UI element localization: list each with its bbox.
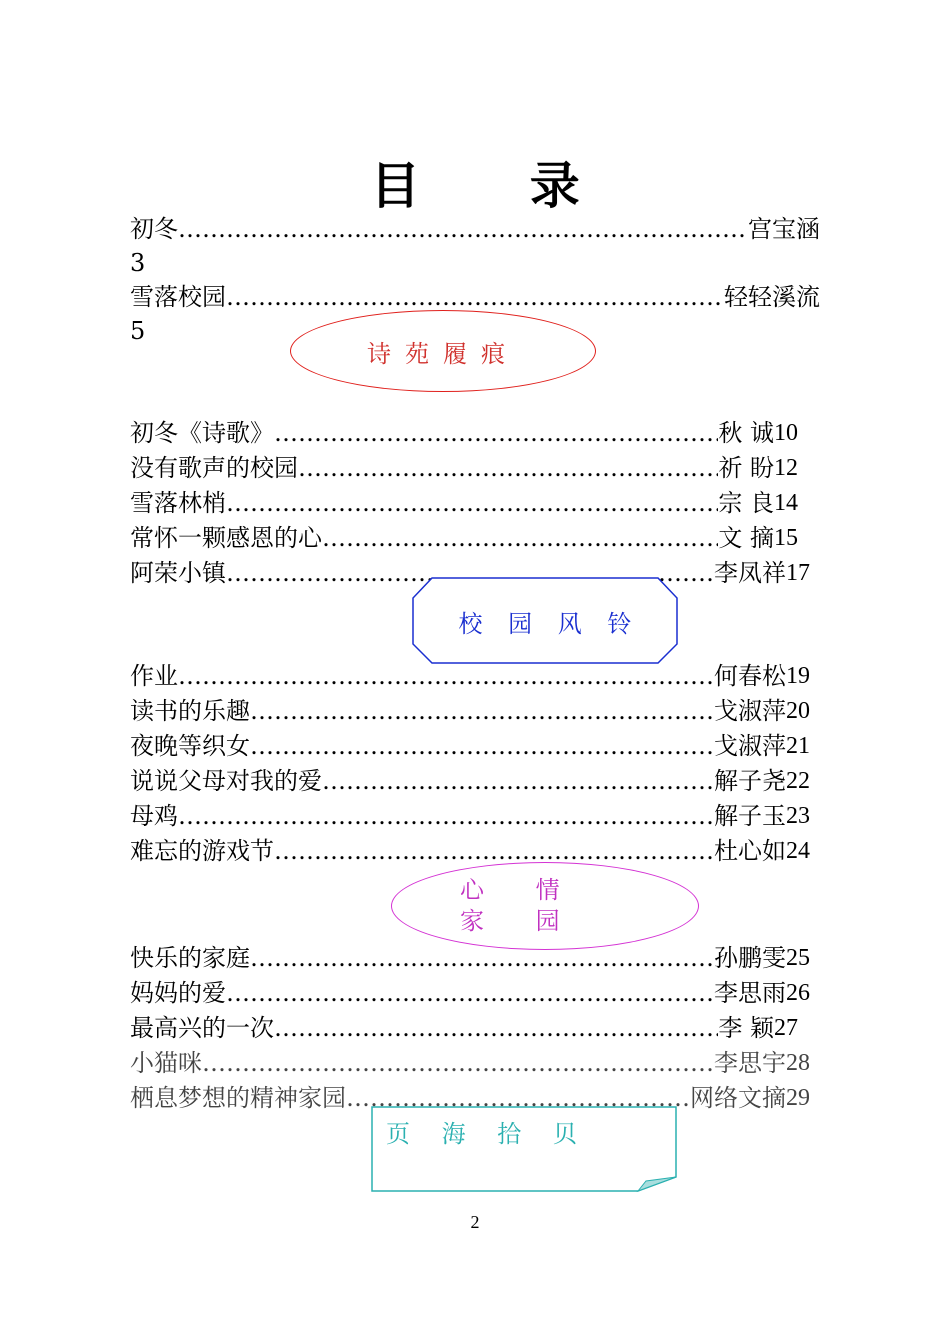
toc-entry[interactable]: [130, 661, 810, 691]
entry-title: 母鸡: [130, 802, 178, 830]
page-number: 2: [470, 1212, 480, 1232]
toc-entry[interactable]: [130, 731, 810, 761]
toc-entry[interactable]: [130, 943, 810, 973]
entry-title: 雪落校园: [130, 283, 226, 311]
toc-entry[interactable]: [130, 1013, 798, 1043]
leader-dots: [274, 836, 714, 866]
entry-page: 3: [130, 249, 146, 277]
leader-dots: [250, 943, 714, 973]
leader-dots: [250, 696, 714, 726]
entry-author: 祈 盼: [718, 454, 774, 482]
toc-title: 目 录: [370, 157, 626, 215]
entry-author: 李凤祥: [714, 559, 786, 587]
entry-author: 李 颖: [718, 1014, 774, 1042]
toc-entry[interactable]: [130, 523, 798, 553]
entry-page: 26: [786, 980, 810, 1006]
leader-dots: [298, 453, 718, 483]
section-label: 校 园 风 铃: [458, 609, 632, 638]
entry-page: 27: [774, 1015, 798, 1041]
entry-author: 何春松: [714, 662, 786, 690]
entry-page: 14: [774, 490, 798, 516]
entry-author: 戈淑萍: [714, 732, 786, 760]
leader-dots: [178, 661, 714, 691]
entry-title: 读书的乐趣: [130, 697, 250, 725]
leader-dots: [178, 801, 714, 831]
toc-entry[interactable]: [130, 978, 810, 1008]
entry-author: 杜心如: [714, 837, 786, 865]
entry-author: 轻轻溪流: [724, 283, 820, 311]
entry-page: 12: [774, 455, 798, 481]
entry-page: 20: [786, 698, 810, 724]
toc-entry[interactable]: [130, 488, 798, 518]
entry-title: 没有歌声的校园: [130, 454, 298, 482]
entry-author: 李思雨: [714, 979, 786, 1007]
entry-page: 10: [774, 420, 798, 446]
section-badge-shiyuan: [290, 310, 596, 392]
entry-title: 说说父母对我的爱: [130, 767, 322, 795]
entry-author: 戈淑萍: [714, 697, 786, 725]
entry-title: 夜晚等织女: [130, 732, 250, 760]
toc-entry[interactable]: [130, 766, 810, 796]
entry-author: 秋 诚: [718, 419, 774, 447]
leader-dots: [322, 523, 718, 553]
entry-title: 雪落林梢: [130, 489, 226, 517]
entry-title: 作业: [130, 662, 178, 690]
leader-dots: [274, 1013, 718, 1043]
leader-dots: [250, 731, 714, 761]
section-badge-xinqing: [391, 862, 699, 950]
entry-page: 23: [786, 803, 810, 829]
entry-page: 15: [774, 525, 798, 551]
entry-author: 宫宝涵: [748, 215, 820, 243]
entry-author: 孙鹏雯: [714, 944, 786, 972]
leader-dots: [226, 488, 718, 518]
toc-entry[interactable]: [130, 453, 798, 483]
toc-entry[interactable]: [130, 1048, 810, 1078]
section-label: 页 海 拾 贝: [386, 1119, 577, 1148]
entry-author: 解子玉: [714, 802, 786, 830]
entry-title: 阿荣小镇: [130, 559, 226, 587]
entry-title: 初冬《诗歌》: [130, 419, 274, 447]
entry-author: 解子尧: [714, 767, 786, 795]
entry-title: 初冬: [130, 215, 178, 243]
entry-author: 宗 良: [718, 489, 774, 517]
section-label: 诗苑履痕: [367, 339, 519, 368]
section-label: 心 情 家 园: [460, 876, 560, 935]
entry-page: 5: [130, 317, 146, 345]
entry-page: 19: [786, 663, 810, 689]
entry-author: 李思宇: [714, 1049, 786, 1077]
leader-dots: [274, 418, 718, 448]
entry-page: 17: [786, 560, 810, 586]
entry-title: 妈妈的爱: [130, 979, 226, 1007]
toc-entry[interactable]: [130, 418, 798, 448]
entry-page: 24: [786, 838, 810, 864]
leader-dots: [202, 1048, 714, 1078]
entry-title: 小猫咪: [130, 1049, 202, 1077]
entry-title: 最高兴的一次: [130, 1014, 274, 1042]
entry-page: 22: [786, 768, 810, 794]
entry-author: 网络文摘: [690, 1084, 786, 1112]
entry-title: 栖息梦想的精神家园: [130, 1084, 346, 1112]
entry-page: 29: [786, 1085, 810, 1111]
entry-author: 文 摘: [718, 524, 774, 552]
entry-page: 21: [786, 733, 810, 759]
entry-page: 28: [786, 1050, 810, 1076]
leader-dots: [226, 282, 724, 312]
toc-entry[interactable]: [130, 801, 810, 831]
leader-dots: [178, 214, 748, 244]
leader-dots: [322, 766, 714, 796]
entry-title: 难忘的游戏节: [130, 837, 274, 865]
leader-dots: [226, 978, 714, 1008]
toc-entry[interactable]: [130, 836, 810, 866]
entry-page: 25: [786, 945, 810, 971]
toc-entry[interactable]: [130, 696, 810, 726]
entry-title: 快乐的家庭: [130, 944, 250, 972]
entry-title: 常怀一颗感恩的心: [130, 524, 322, 552]
